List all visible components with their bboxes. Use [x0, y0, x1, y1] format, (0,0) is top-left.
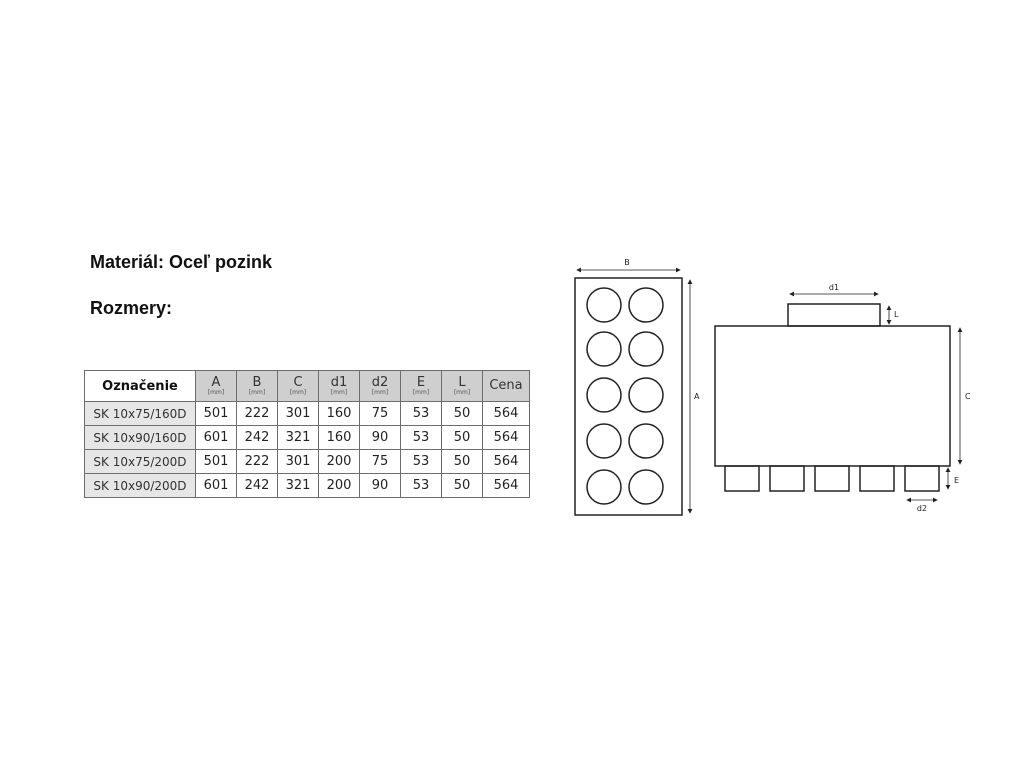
cell-a: 501 [196, 402, 237, 426]
header-label: C [293, 375, 303, 390]
row-designation: SK 10x75/200D [85, 450, 196, 474]
header-unit: [mm] [289, 389, 307, 396]
cell-b: 242 [237, 474, 278, 498]
cell-d2: 75 [360, 450, 401, 474]
port-circle [587, 424, 621, 458]
side-view [715, 283, 971, 513]
dimension-a-label: A [694, 392, 700, 401]
cell-l: 50 [442, 426, 483, 450]
cell-e: 53 [401, 450, 442, 474]
dimension-b-label: B [624, 258, 630, 267]
port-circle [629, 424, 663, 458]
cell-e: 53 [401, 474, 442, 498]
cell-l: 50 [442, 474, 483, 498]
header-unit: [mm] [412, 389, 430, 396]
header-label: B [252, 375, 262, 390]
cell-e: 53 [401, 426, 442, 450]
cell-price: 564 [483, 474, 530, 498]
bottom-port [770, 466, 804, 491]
header-label: d1 [330, 375, 348, 390]
cell-l: 50 [442, 402, 483, 426]
header-label: E [416, 375, 426, 390]
header-label: A [211, 375, 221, 390]
port-circle [587, 288, 621, 322]
row-designation: SK 10x90/200D [85, 474, 196, 498]
cell-a: 601 [196, 426, 237, 450]
port-circle [587, 332, 621, 366]
dimension-l-label: L [894, 310, 899, 319]
cell-d1: 160 [319, 402, 360, 426]
dimension-e-label: E [954, 476, 960, 485]
cell-d2: 90 [360, 426, 401, 450]
top-collar-outline [788, 304, 880, 326]
bottom-port [905, 466, 939, 491]
cell-c: 301 [278, 402, 319, 426]
cell-price: 564 [483, 426, 530, 450]
cell-e: 53 [401, 402, 442, 426]
material-heading: Materiál: Oceľ pozink [90, 252, 272, 272]
cell-a: 601 [196, 474, 237, 498]
header-label: L [458, 375, 466, 390]
header-unit: [mm] [207, 389, 225, 396]
cell-c: 301 [278, 450, 319, 474]
cell-b: 222 [237, 450, 278, 474]
port-circle [629, 288, 663, 322]
port-circle [629, 378, 663, 412]
header-designation: Označenie [85, 371, 196, 402]
cell-d2: 90 [360, 474, 401, 498]
header-unit: [mm] [248, 389, 266, 396]
port-circle [587, 470, 621, 504]
cell-b: 242 [237, 426, 278, 450]
dimensions-heading: Rozmery: [90, 298, 173, 318]
dimension-d2-label: d2 [916, 504, 928, 513]
port-circles [587, 288, 663, 504]
header-unit: [mm] [371, 389, 389, 396]
cell-price: 564 [483, 402, 530, 426]
header-unit: [mm] [453, 389, 471, 396]
port-circle [629, 470, 663, 504]
side-body-outline [715, 326, 950, 466]
header-label: d2 [371, 375, 389, 390]
bottom-port [725, 466, 759, 491]
port-circle [629, 332, 663, 366]
cell-a: 501 [196, 450, 237, 474]
header-label: Cena [489, 378, 523, 393]
bottom-port [860, 466, 894, 491]
cell-c: 321 [278, 474, 319, 498]
dimension-c-label: C [965, 392, 971, 401]
port-circle [587, 378, 621, 412]
row-designation: SK 10x75/160D [85, 402, 196, 426]
bottom-ports [725, 466, 939, 491]
cell-d1: 200 [319, 474, 360, 498]
cell-l: 50 [442, 450, 483, 474]
cell-price: 564 [483, 450, 530, 474]
row-designation: SK 10x90/160D [85, 426, 196, 450]
cell-b: 222 [237, 402, 278, 426]
cell-c: 321 [278, 426, 319, 450]
bottom-port [815, 466, 849, 491]
front-view [575, 258, 700, 515]
header-unit: [mm] [330, 389, 348, 396]
cell-d1: 160 [319, 426, 360, 450]
cell-d2: 75 [360, 402, 401, 426]
cell-d1: 200 [319, 450, 360, 474]
dimension-d1-label: d1 [828, 283, 840, 292]
